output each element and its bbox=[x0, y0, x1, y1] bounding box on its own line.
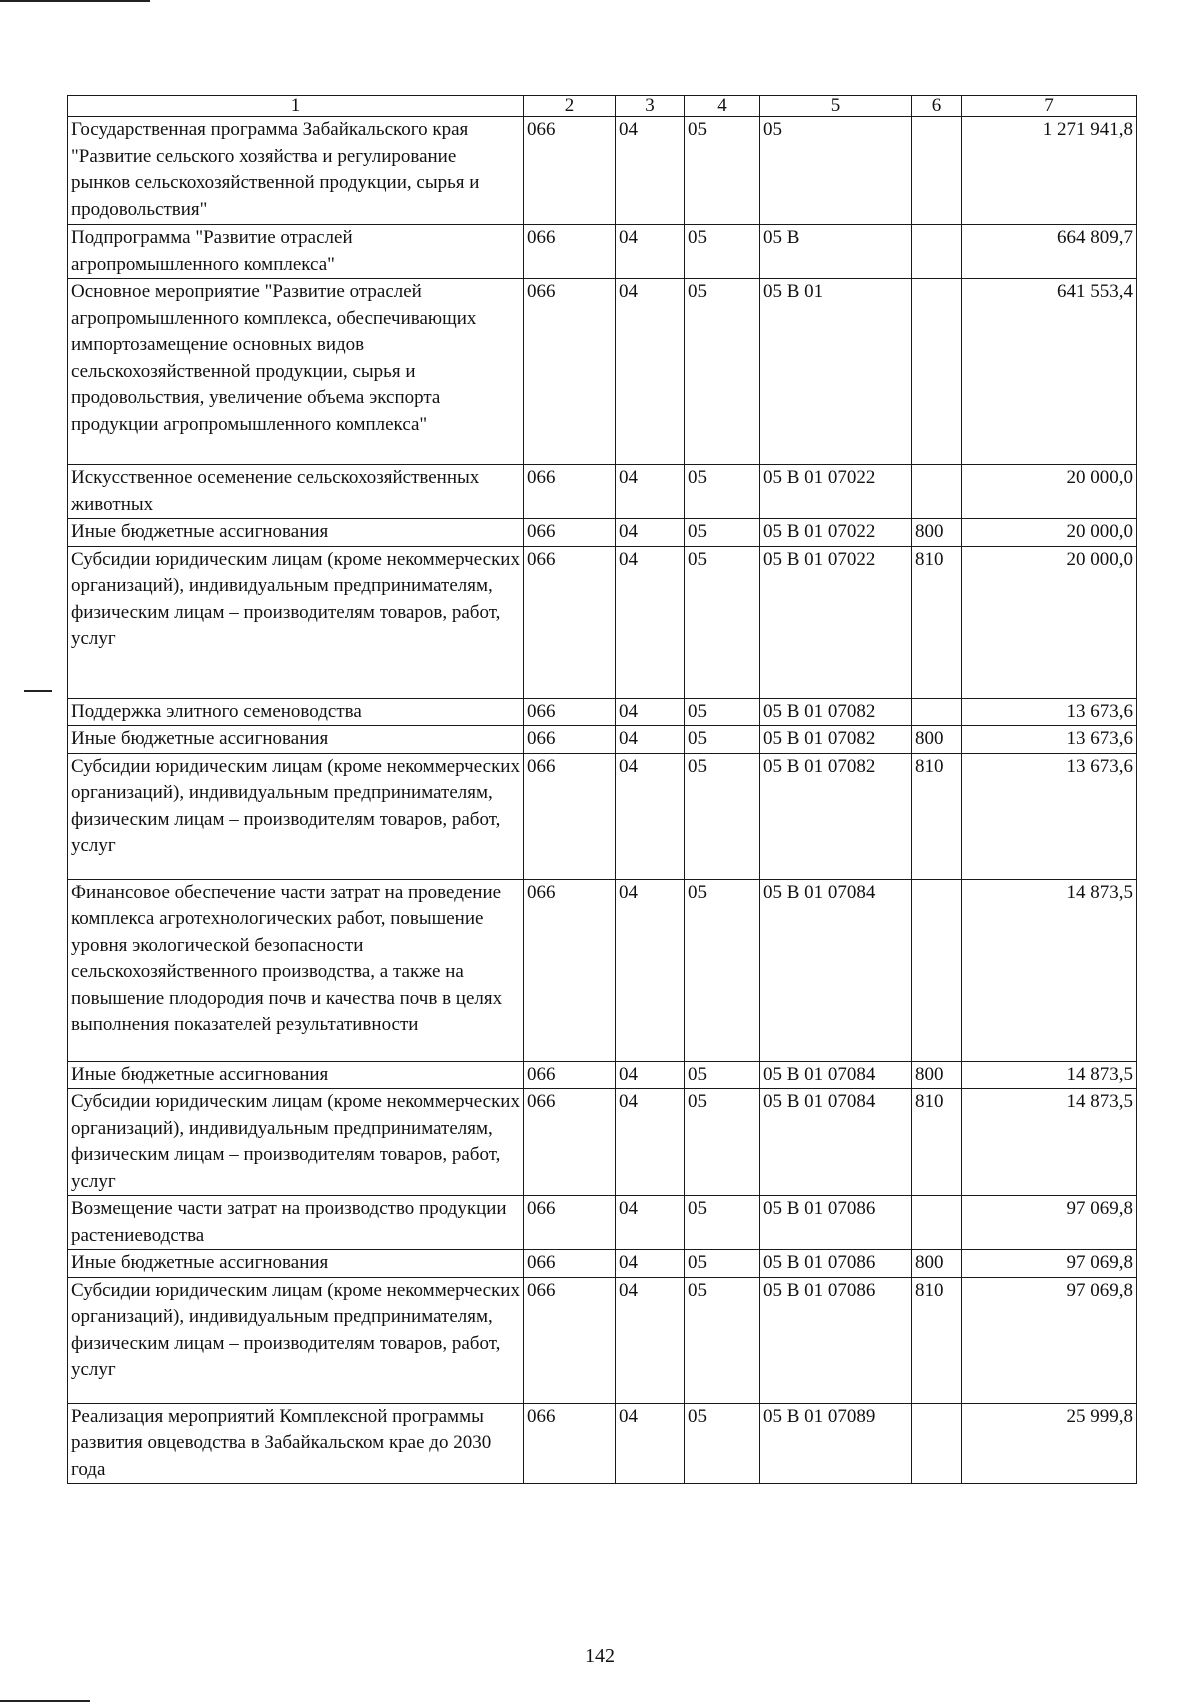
column-2-cell: 066 bbox=[524, 1250, 616, 1278]
column-2-cell: 066 bbox=[524, 465, 616, 519]
column-5-cell: 05 В 01 07082 bbox=[760, 753, 912, 879]
column-5-cell: 05 В 01 07022 bbox=[760, 465, 912, 519]
row-name-cell: Субсидии юридическим лицам (кроме некоммерческих организаций), индивидуальным предпринимателям, физическим лицам – производителям товаров, работ, услуг bbox=[68, 753, 524, 879]
amount-cell: 20 000,0 bbox=[962, 465, 1137, 519]
scan-edge-mark bbox=[0, 1700, 90, 1702]
column-3-cell: 04 bbox=[616, 225, 685, 279]
column-4-cell: 05 bbox=[685, 1277, 760, 1403]
column-5-cell: 05 В 01 07086 bbox=[760, 1277, 912, 1403]
column-4-cell: 05 bbox=[685, 546, 760, 698]
amount-cell: 97 069,8 bbox=[962, 1196, 1137, 1250]
column-4-cell: 05 bbox=[685, 753, 760, 879]
table-row bbox=[68, 465, 1137, 519]
table-row bbox=[68, 279, 1137, 465]
column-2-cell: 066 bbox=[524, 1196, 616, 1250]
column-6-cell: 810 bbox=[912, 546, 962, 698]
column-header: 2 bbox=[524, 96, 616, 117]
column-6-cell bbox=[912, 1196, 962, 1250]
column-4-cell: 05 bbox=[685, 1250, 760, 1278]
column-2-cell: 066 bbox=[524, 1061, 616, 1089]
column-3-cell: 04 bbox=[616, 879, 685, 1061]
column-header: 3 bbox=[616, 96, 685, 117]
column-3-cell: 04 bbox=[616, 1089, 685, 1196]
table-row bbox=[68, 1061, 1137, 1089]
column-5-cell: 05 В 01 07084 bbox=[760, 1089, 912, 1196]
table-row bbox=[68, 1277, 1137, 1403]
column-4-cell: 05 bbox=[685, 879, 760, 1061]
column-2-cell: 066 bbox=[524, 1089, 616, 1196]
column-5-cell: 05 В 01 07022 bbox=[760, 519, 912, 547]
column-4-cell: 05 bbox=[685, 726, 760, 754]
column-header: 6 bbox=[912, 96, 962, 117]
column-4-cell: 05 bbox=[685, 117, 760, 225]
row-name-cell: Поддержка элитного семеноводства bbox=[68, 698, 524, 726]
amount-cell: 13 673,6 bbox=[962, 726, 1137, 754]
table-row bbox=[68, 698, 1137, 726]
table-body bbox=[68, 117, 1137, 1484]
column-5-cell: 05 В 01 07086 bbox=[760, 1250, 912, 1278]
table-row bbox=[68, 1089, 1137, 1196]
column-5-cell: 05 В 01 07084 bbox=[760, 1061, 912, 1089]
row-name-cell: Субсидии юридическим лицам (кроме некоммерческих организаций), индивидуальным предпринимателям, физическим лицам – производителям товаров, работ, услуг bbox=[68, 546, 524, 698]
column-3-cell: 04 bbox=[616, 519, 685, 547]
column-6-cell bbox=[912, 225, 962, 279]
column-4-cell: 05 bbox=[685, 1061, 760, 1089]
column-4-cell: 05 bbox=[685, 698, 760, 726]
column-header: 1 bbox=[68, 96, 524, 117]
row-name-cell: Финансовое обеспечение части затрат на проведение комплекса агротехнологических работ, повышение уровня экологической безопасности сельскохозяйственного производства, а также на повышение плодородия почв и качества почв в целях выполнения показателей результативности bbox=[68, 879, 524, 1061]
column-6-cell: 800 bbox=[912, 1250, 962, 1278]
amount-cell: 14 873,5 bbox=[962, 1061, 1137, 1089]
amount-cell: 1 271 941,8 bbox=[962, 117, 1137, 225]
column-2-cell: 066 bbox=[524, 225, 616, 279]
column-6-cell bbox=[912, 117, 962, 225]
column-6-cell bbox=[912, 1403, 962, 1484]
amount-cell: 14 873,5 bbox=[962, 879, 1137, 1061]
column-6-cell bbox=[912, 698, 962, 726]
column-5-cell: 05 В bbox=[760, 225, 912, 279]
page-number: 142 bbox=[585, 1645, 615, 1667]
amount-cell: 13 673,6 bbox=[962, 753, 1137, 879]
column-2-cell: 066 bbox=[524, 698, 616, 726]
amount-cell: 13 673,6 bbox=[962, 698, 1137, 726]
amount-cell: 14 873,5 bbox=[962, 1089, 1137, 1196]
column-3-cell: 04 bbox=[616, 753, 685, 879]
table-row bbox=[68, 225, 1137, 279]
column-6-cell: 800 bbox=[912, 1061, 962, 1089]
column-3-cell: 04 bbox=[616, 1196, 685, 1250]
amount-cell: 97 069,8 bbox=[962, 1250, 1137, 1278]
table-row bbox=[68, 117, 1137, 225]
row-name-cell: Иные бюджетные ассигнования bbox=[68, 1250, 524, 1278]
row-name-cell: Государственная программа Забайкальского края "Развитие сельского хозяйства и регулирование рынков сельскохозяйственной продукции, сырья и продовольствия" bbox=[68, 117, 524, 225]
column-2-cell: 066 bbox=[524, 519, 616, 547]
column-2-cell: 066 bbox=[524, 279, 616, 465]
column-4-cell: 05 bbox=[685, 225, 760, 279]
column-6-cell: 810 bbox=[912, 1277, 962, 1403]
column-6-cell: 810 bbox=[912, 753, 962, 879]
column-2-cell: 066 bbox=[524, 726, 616, 754]
scan-edge-mark bbox=[0, 0, 150, 2]
table-row bbox=[68, 1403, 1137, 1484]
row-name-cell: Искусственное осеменение сельскохозяйственных животных bbox=[68, 465, 524, 519]
table-row bbox=[68, 1196, 1137, 1250]
column-2-cell: 066 bbox=[524, 753, 616, 879]
column-4-cell: 05 bbox=[685, 1089, 760, 1196]
column-header: 5 bbox=[760, 96, 912, 117]
column-5-cell: 05 В 01 07089 bbox=[760, 1403, 912, 1484]
table-row bbox=[68, 726, 1137, 754]
table-row bbox=[68, 753, 1137, 879]
row-name-cell: Иные бюджетные ассигнования bbox=[68, 1061, 524, 1089]
table-row bbox=[68, 879, 1137, 1061]
column-4-cell: 05 bbox=[685, 465, 760, 519]
column-5-cell: 05 В 01 bbox=[760, 279, 912, 465]
table-row bbox=[68, 519, 1137, 547]
column-6-cell bbox=[912, 279, 962, 465]
row-name-cell: Иные бюджетные ассигнования bbox=[68, 519, 524, 547]
column-3-cell: 04 bbox=[616, 726, 685, 754]
amount-cell: 25 999,8 bbox=[962, 1403, 1137, 1484]
table-row bbox=[68, 1250, 1137, 1278]
column-3-cell: 04 bbox=[616, 117, 685, 225]
column-3-cell: 04 bbox=[616, 1277, 685, 1403]
column-4-cell: 05 bbox=[685, 1403, 760, 1484]
column-2-cell: 066 bbox=[524, 879, 616, 1061]
row-name-cell: Основное мероприятие "Развитие отраслей агропромышленного комплекса, обеспечивающих импортозамещение основных видов сельскохозяйственной продукции, сырья и продовольствия, увеличение объема экспорта продукции агропромышленного комплекса" bbox=[68, 279, 524, 465]
amount-cell: 20 000,0 bbox=[962, 519, 1137, 547]
row-name-cell: Подпрограмма "Развитие отраслей агропромышленного комплекса" bbox=[68, 225, 524, 279]
column-3-cell: 04 bbox=[616, 465, 685, 519]
row-name-cell: Реализация мероприятий Комплексной программы развития овцеводства в Забайкальском крае до 2030 года bbox=[68, 1403, 524, 1484]
column-6-cell: 810 bbox=[912, 1089, 962, 1196]
column-4-cell: 05 bbox=[685, 519, 760, 547]
column-3-cell: 04 bbox=[616, 1061, 685, 1089]
column-3-cell: 04 bbox=[616, 698, 685, 726]
column-2-cell: 066 bbox=[524, 117, 616, 225]
column-6-cell bbox=[912, 879, 962, 1061]
column-6-cell: 800 bbox=[912, 519, 962, 547]
column-5-cell: 05 В 01 07082 bbox=[760, 698, 912, 726]
column-3-cell: 04 bbox=[616, 1250, 685, 1278]
amount-cell: 641 553,4 bbox=[962, 279, 1137, 465]
scan-edge-mark bbox=[24, 690, 52, 692]
column-4-cell: 05 bbox=[685, 1196, 760, 1250]
column-2-cell: 066 bbox=[524, 1403, 616, 1484]
column-3-cell: 04 bbox=[616, 546, 685, 698]
amount-cell: 20 000,0 bbox=[962, 546, 1137, 698]
table-row bbox=[68, 546, 1137, 698]
column-6-cell: 800 bbox=[912, 726, 962, 754]
table-header-row bbox=[68, 96, 1137, 117]
column-header: 7 bbox=[962, 96, 1137, 117]
column-3-cell: 04 bbox=[616, 279, 685, 465]
column-5-cell: 05 bbox=[760, 117, 912, 225]
column-2-cell: 066 bbox=[524, 546, 616, 698]
row-name-cell: Возмещение части затрат на производство продукции растениеводства bbox=[68, 1196, 524, 1250]
column-2-cell: 066 bbox=[524, 1277, 616, 1403]
amount-cell: 664 809,7 bbox=[962, 225, 1137, 279]
column-5-cell: 05 В 01 07082 bbox=[760, 726, 912, 754]
row-name-cell: Иные бюджетные ассигнования bbox=[68, 726, 524, 754]
column-5-cell: 05 В 01 07022 bbox=[760, 546, 912, 698]
column-header: 4 bbox=[685, 96, 760, 117]
row-name-cell: Субсидии юридическим лицам (кроме некоммерческих организаций), индивидуальным предпринимателям, физическим лицам – производителям товаров, работ, услуг bbox=[68, 1277, 524, 1403]
column-6-cell bbox=[912, 465, 962, 519]
column-3-cell: 04 bbox=[616, 1403, 685, 1484]
column-4-cell: 05 bbox=[685, 279, 760, 465]
amount-cell: 97 069,8 bbox=[962, 1277, 1137, 1403]
budget-table bbox=[67, 95, 1137, 1484]
column-5-cell: 05 В 01 07086 bbox=[760, 1196, 912, 1250]
column-5-cell: 05 В 01 07084 bbox=[760, 879, 912, 1061]
row-name-cell: Субсидии юридическим лицам (кроме некоммерческих организаций), индивидуальным предпринимателям, физическим лицам – производителям товаров, работ, услуг bbox=[68, 1089, 524, 1196]
